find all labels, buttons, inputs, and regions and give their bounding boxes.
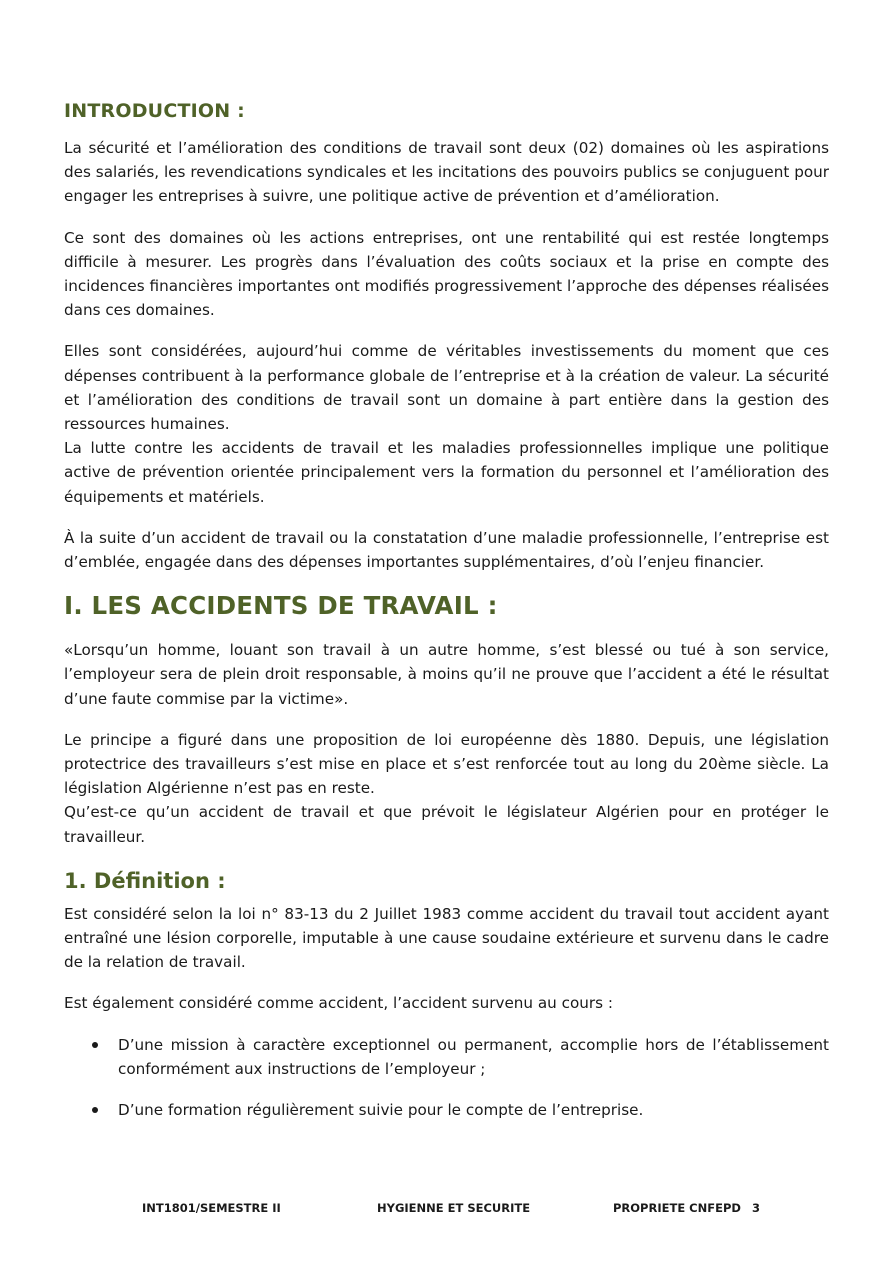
definition-bullet-list [64, 1033, 829, 1123]
footer-page-number: 3 [752, 1201, 761, 1215]
bullet-item [64, 1098, 829, 1122]
intro-paragraph-2: Ce sont des domaines où les actions entreprises, ont une rentabilité qui est restée longtemps difficile à mesurer. Les progrès dans l’évaluation des coûts sociaux et la prise en compte des incidences financières importantes ont modifiés progressivement l’approche des dépenses réalisées dans ces domaines. [64, 228, 829, 320]
definition-heading: 1. Définition : [64, 868, 226, 893]
intro-paragraph-1: La sécurité et l’amélioration des conditions de travail sont deux (02) domaines où les aspirations des salariés, les revendications syndicales et les incitations des pouvoirs publics se conjuguent pour engager les entreprises à suivre, une politique active de prévention et d’amélioration. [64, 139, 829, 206]
introduction-heading: INTRODUCTION : [64, 100, 245, 122]
intro-paragraph-3: Elles sont considérées, aujourd’hui comme de véritables investissements du moment que ces dépenses contribuent à la performance globale de l’entreprise et à la création de valeur. La sécurité et l’amélioration des conditions de travail sont un domaine à part entière dans la gestion des ressources humaines. [64, 342, 829, 434]
bullet-text: D’une mission à caractère exceptionnel ou permanent, accomplie hors de l’établissement conformément aux instructions de l’employeur ; [118, 1035, 829, 1078]
footer-subject: HYGIENNE ET SECURITE [377, 1201, 531, 1215]
bullet-dot-icon [92, 1042, 98, 1048]
intro-paragraph-4: La lutte contre les accidents de travail et les maladies professionnelles implique une politique active de prévention orientée principalement vers la formation du personnel et l’amélioration des équipements et matériels. [64, 439, 829, 506]
page-content [64, 100, 829, 1139]
page-footer [0, 1201, 893, 1217]
section-quote-paragraph: «Lorsqu’un homme, louant son travail à un autre homme, s’est blessé ou tué à son service, l’employeur sera de plein droit responsable, à moins qu’il ne prouve que l’accident a été le résultat d’une faute commise par la victime». [64, 641, 829, 708]
intro-paragraph-5: À la suite d’un accident de travail ou la constatation d’une maladie professionnelle, l’entreprise est d’emblée, engagée dans des dépenses importantes supplémentaires, d’où l’enjeu financier. [64, 528, 829, 572]
bullet-item [64, 1033, 829, 1081]
section-heading-accidents: I. LES ACCIDENTS DE TRAVAIL : [64, 591, 498, 621]
definition-paragraph-2: Est également considéré comme accident, l’accident survenu au cours : [64, 994, 613, 1013]
footer-owner: PROPRIETE CNFEPD [613, 1201, 741, 1215]
section-paragraph-3: Qu’est-ce qu’un accident de travail et que prévoit le législateur Algérien pour en protéger le travailleur. [64, 803, 829, 846]
definition-paragraph-1: Est considéré selon la loi n° 83-13 du 2 Juillet 1983 comme accident du travail tout accident ayant entraîné une lésion corporelle, imputable à une cause soudaine extérieure et survenu dans le cadre de la relation de travail. [64, 904, 829, 972]
section-paragraph-2: Le principe a figuré dans une proposition de loi européenne dès 1880. Depuis, une législation protectrice des travailleurs s’est mise en place et s’est renforcée tout au long du 20ème siècle. La législation Algérienne n’est pas en reste. [64, 730, 829, 798]
footer-course: INT1801/SEMESTRE II [142, 1201, 281, 1215]
bullet-text: D’une formation régulièrement suivie pour le compte de l’entreprise. [118, 1101, 644, 1120]
bullet-dot-icon [92, 1107, 98, 1113]
